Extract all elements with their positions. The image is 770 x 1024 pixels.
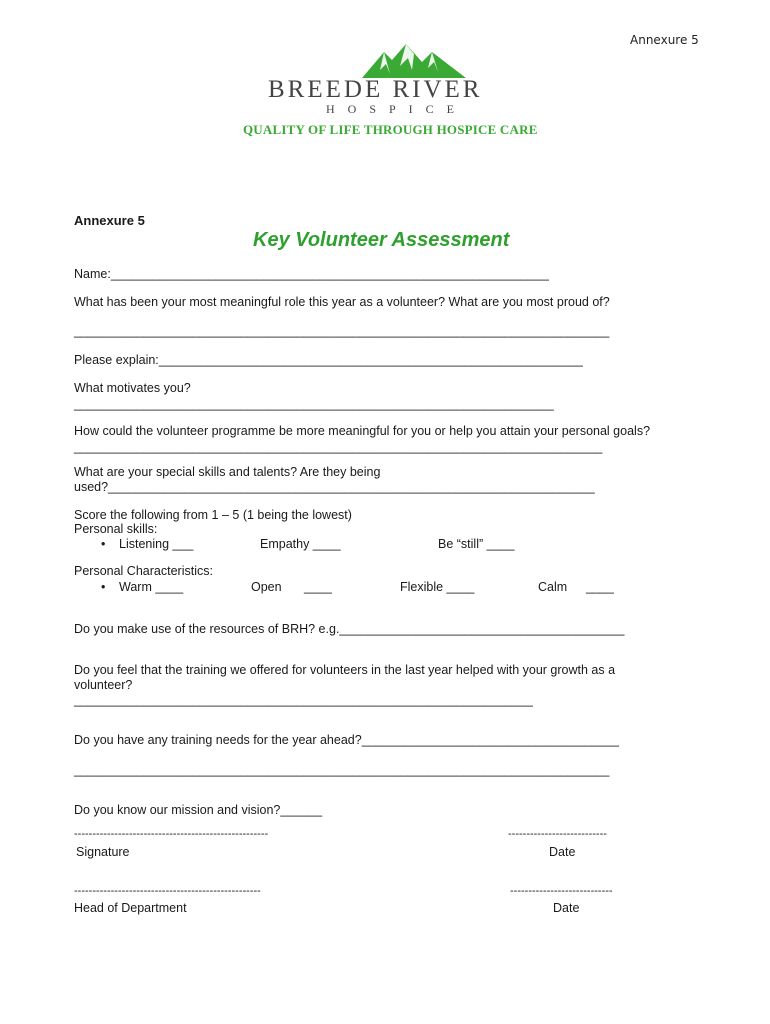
head-of-department-line[interactable]: --------------------------------------------------- <box>74 885 261 897</box>
head-of-department-label: Head of Department <box>74 901 187 915</box>
skill-empathy[interactable]: Empathy ____ <box>260 537 341 551</box>
question-training-line2: volunteer? <box>74 678 133 692</box>
date-label-1: Date <box>549 845 576 859</box>
question-training-line1: Do you feel that the training we offered for volunteers in the last year helped with your growth as a <box>74 663 616 677</box>
question-programme: How could the volunteer programme be more meaningful for you or help you attain your personal goals? <box>74 424 651 438</box>
explain-field[interactable]: Please explain:_____________________________________________________________ <box>74 353 583 367</box>
char-open-line[interactable]: ____ <box>304 580 332 594</box>
personal-skills-heading: Personal skills: <box>74 522 158 536</box>
question-meaningful-role: What has been your most meaningful role this year as a volunteer? What are you most proud of? <box>74 295 610 309</box>
logo-tagline: QUALITY OF LIFE THROUGH HOSPICE CARE <box>243 122 538 137</box>
skill-listening[interactable]: Listening ___ <box>119 537 194 551</box>
bullet-icon: • <box>101 580 106 594</box>
personal-characteristics-heading: Personal Characteristics: <box>74 564 213 578</box>
answer-line-skills[interactable]: used?______________________________________________________________________ <box>74 480 595 494</box>
logo-wordmark: BREEDE RIVER <box>268 76 483 103</box>
char-flexible[interactable]: Flexible ____ <box>400 580 475 594</box>
mountain-logo-icon <box>362 44 470 80</box>
date-label-2: Date <box>553 901 580 915</box>
question-resources[interactable]: Do you make use of the resources of BRH? e.g._________________________________________ <box>74 622 625 636</box>
logo-subtitle: HOSPICE <box>326 102 468 116</box>
answer-line-training-needs[interactable]: _____________________________________________________________________________ <box>74 763 610 777</box>
answer-line-training[interactable]: __________________________________________________________________ <box>74 693 533 707</box>
score-intro: Score the following from 1 – 5 (1 being the lowest) <box>74 508 352 522</box>
question-training-needs[interactable]: Do you have any training needs for the year ahead?_____________________________________ <box>74 733 619 747</box>
question-motivates: What motivates you? <box>74 381 191 395</box>
question-mission[interactable]: Do you know our mission and vision?______ <box>74 803 323 817</box>
char-calm: Calm <box>538 580 568 594</box>
signature-label: Signature <box>76 845 130 859</box>
signature-line[interactable]: ----------------------------------------------------- <box>74 828 269 840</box>
annexure-heading: Annexure 5 <box>74 213 145 228</box>
question-skills: What are your special skills and talents? Are they being <box>74 465 381 479</box>
char-warm[interactable]: Warm ____ <box>119 580 184 594</box>
char-calm-line[interactable]: ____ <box>586 580 614 594</box>
skill-be-still[interactable]: Be “still” ____ <box>438 537 515 551</box>
corner-annexure-label: Annexure 5 <box>630 33 699 47</box>
answer-line-programme[interactable]: ____________________________________________________________________________ <box>74 440 603 454</box>
char-open: Open <box>251 580 282 594</box>
date-line-1[interactable]: --------------------------- <box>508 828 607 840</box>
bullet-icon: • <box>101 537 106 551</box>
answer-line-motivates[interactable]: _____________________________________________________________________ <box>74 397 554 411</box>
page-title: Key Volunteer Assessment <box>253 229 510 251</box>
answer-line-meaningful-role[interactable]: _____________________________________________________________________________ <box>74 324 610 338</box>
name-field[interactable]: Name:_______________________________________________________________ <box>74 267 549 281</box>
date-line-2[interactable]: ---------------------------- <box>510 885 613 897</box>
